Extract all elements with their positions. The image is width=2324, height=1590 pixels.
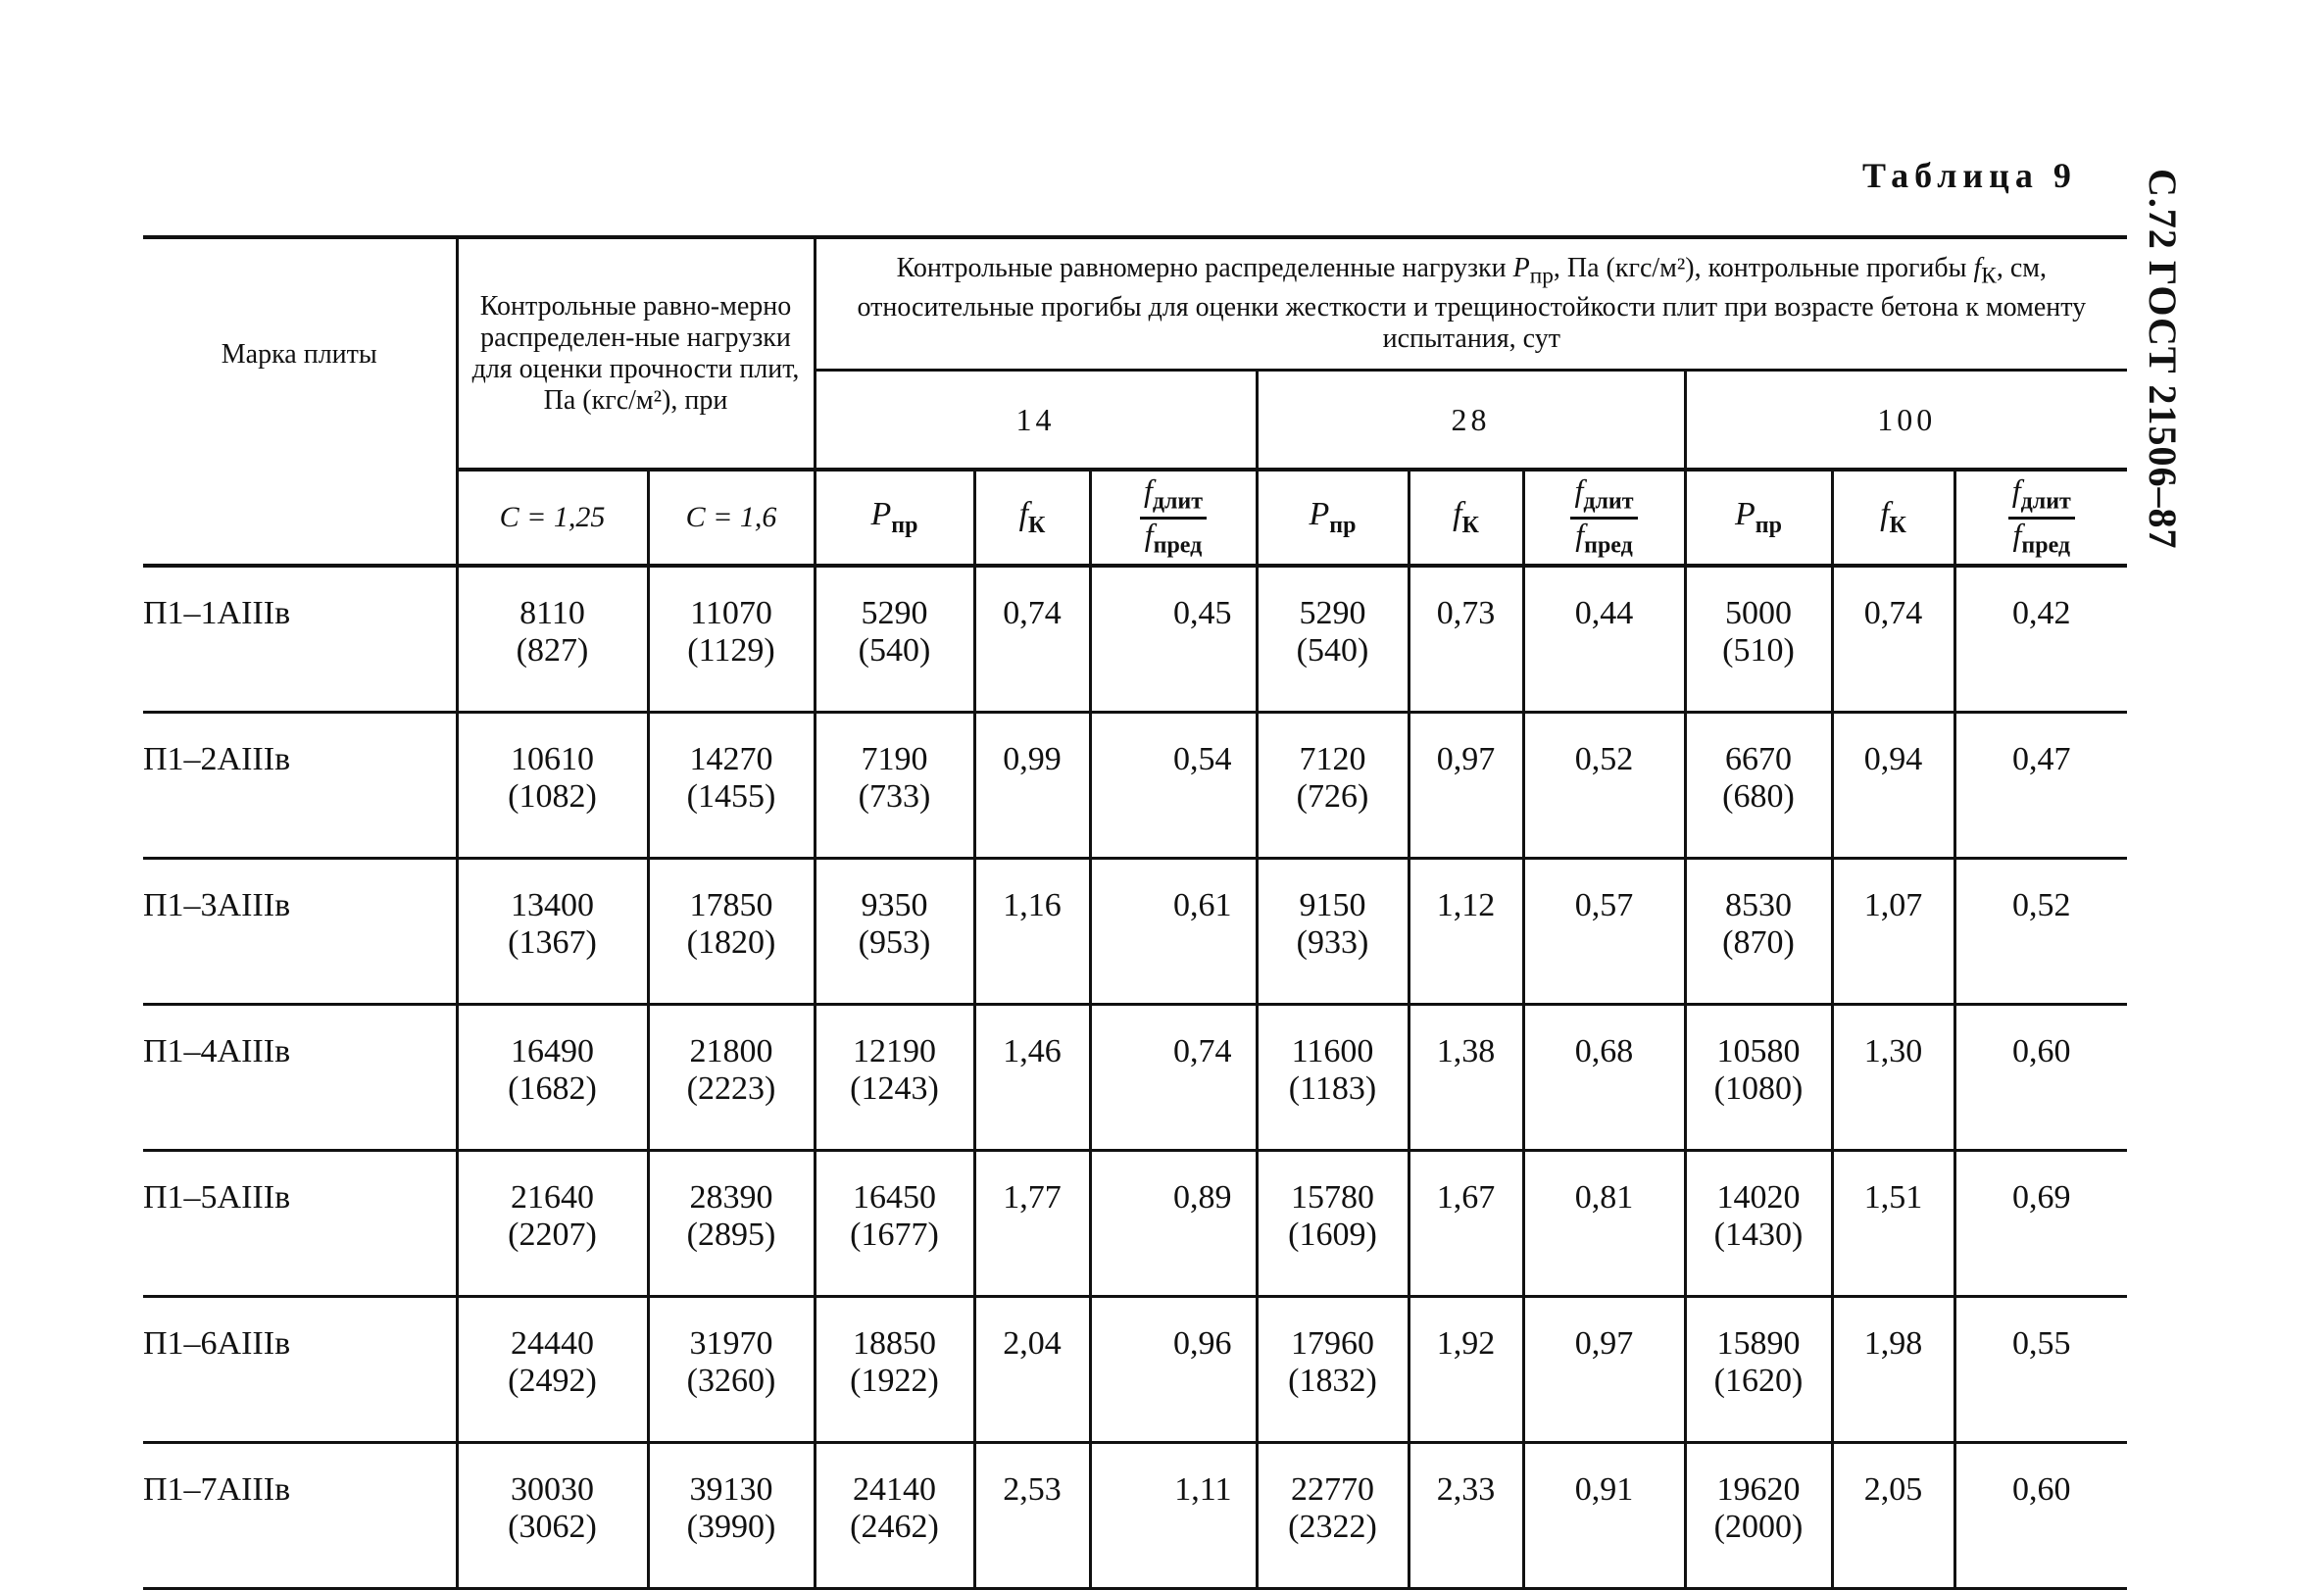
cell-p28b-value: (1183) <box>1288 1070 1377 1107</box>
cell-f100-value: 0,74 <box>1863 595 1923 631</box>
header-p-14-sym: P <box>870 496 892 533</box>
cell-f14-value: 1,46 <box>1003 1033 1062 1069</box>
header-age-28: 28 <box>1257 371 1685 471</box>
header-c16: C = 1,6 <box>648 470 815 566</box>
header-p-100 <box>1685 470 1832 566</box>
cell-c125 <box>457 713 648 859</box>
cell-f28 <box>1409 713 1523 859</box>
cell-f28-value: 2,33 <box>1436 1471 1496 1508</box>
header-strength: Контрольные равно-мерно распределен-ные нагрузки для оценки прочности плит, Па (кгс/м²), при <box>457 237 815 470</box>
header-stiffness-P: P <box>1512 253 1530 284</box>
cell-p14 <box>815 1443 974 1589</box>
cell-f14 <box>974 1297 1090 1443</box>
cell-c125 <box>457 1297 648 1443</box>
cell-r14 <box>1090 566 1257 713</box>
ratio-28-bot-f: f <box>1575 516 1585 552</box>
cell-p100 <box>1685 1005 1832 1151</box>
cell-c16b-value: (1820) <box>686 924 776 961</box>
cell-p28b-value: (1609) <box>1288 1217 1377 1253</box>
cell-c16-value: 31970 <box>689 1325 773 1362</box>
cell-r14 <box>1090 1005 1257 1151</box>
ratio-28-top-sub: длит <box>1583 488 1634 515</box>
header-age-14: 14 <box>815 371 1257 471</box>
cell-p28 <box>1257 859 1409 1005</box>
cell-p28b-value: (540) <box>1296 632 1369 669</box>
header-stiffness-text2: , Па (кгс/м²), контрольные прогибы <box>1553 253 1974 284</box>
header-f-100-sym: f <box>1880 496 1890 533</box>
cell-p100-value: 19620 <box>1716 1471 1801 1508</box>
ratio-100-top-f: f <box>2011 472 2021 509</box>
cell-p100b-value: (2000) <box>1713 1509 1804 1545</box>
cell-f14 <box>974 1443 1090 1589</box>
cell-r14 <box>1090 1297 1257 1443</box>
cell-f28-value: 0,97 <box>1436 741 1496 777</box>
cell-f28-value: 1,38 <box>1436 1033 1496 1069</box>
cell-f28 <box>1409 1297 1523 1443</box>
cell-r28-value: 0,52 <box>1574 741 1634 777</box>
cell-r14-value: 1,11 <box>1174 1471 1232 1508</box>
cell-c16b-value: (3260) <box>686 1363 776 1399</box>
cell-f14-value: 2,04 <box>1003 1325 1062 1362</box>
header-stiffness-P-sub: пр <box>1529 263 1554 289</box>
header-p-28 <box>1257 470 1409 566</box>
cell-c16b-value: (2223) <box>686 1070 776 1107</box>
cell-r28-value: 0,57 <box>1574 887 1634 923</box>
cell-c16-value: 14270 <box>689 741 773 777</box>
header-stiffness <box>815 237 2127 371</box>
cell-p14-value: 18850 <box>853 1325 936 1362</box>
cell-c16-value: 11070 <box>690 595 772 631</box>
header-stiffness-f-sub: К <box>1981 263 1997 289</box>
cell-r100-value: 0,42 <box>2012 595 2071 631</box>
cell-c125b-value: (827) <box>516 632 589 669</box>
cell-c125b-value: (1367) <box>508 924 597 961</box>
cell-f28-value: 0,73 <box>1436 595 1496 631</box>
cell-p28b-value: (726) <box>1296 778 1369 815</box>
header-f-28-sub: К <box>1461 512 1479 538</box>
cell-r100-value: 0,60 <box>2012 1033 2071 1069</box>
header-mark: Марка плиты <box>143 237 457 470</box>
cell-p28 <box>1257 713 1409 859</box>
cell-r100 <box>1954 859 2127 1005</box>
cell-f100-value: 1,30 <box>1863 1033 1923 1069</box>
cell-r28 <box>1523 1443 1685 1589</box>
cell-p100-value: 10580 <box>1716 1033 1801 1069</box>
cell-p14b-value: (953) <box>858 924 931 961</box>
header-p-28-sym: P <box>1309 496 1330 533</box>
header-age-100: 100 <box>1685 371 2127 471</box>
cell-c16 <box>648 1151 815 1297</box>
header-f-14-sub: К <box>1028 512 1046 538</box>
cell-r100 <box>1954 1297 2127 1443</box>
cell-p100-value: 6670 <box>1725 741 1792 777</box>
row-mark: П1–7АIIIв <box>143 1443 457 1589</box>
cell-c125 <box>457 859 648 1005</box>
cell-f14-value: 1,16 <box>1003 887 1062 923</box>
row-mark: П1–3АIIIв <box>143 859 457 1005</box>
table-row <box>143 1297 2127 1443</box>
cell-f100 <box>1832 713 1954 859</box>
cell-c16b-value: (1129) <box>687 632 775 669</box>
cell-p28-value: 5290 <box>1299 595 1366 631</box>
cell-p14b-value: (1922) <box>850 1363 939 1399</box>
cell-p14-value: 24140 <box>853 1471 936 1508</box>
cell-c125 <box>457 1151 648 1297</box>
cell-c16-value: 28390 <box>689 1179 773 1216</box>
cell-r28 <box>1523 859 1685 1005</box>
cell-c125 <box>457 566 648 713</box>
cell-r14 <box>1090 713 1257 859</box>
cell-c16-value: 39130 <box>689 1471 773 1508</box>
cell-p100-value: 5000 <box>1725 595 1792 631</box>
cell-c125-value: 16490 <box>511 1033 594 1069</box>
header-f-100-sub: К <box>1889 512 1906 538</box>
cell-r14-value: 0,61 <box>1173 887 1232 923</box>
cell-r100-value: 0,47 <box>2012 741 2071 777</box>
cell-p14 <box>815 1005 974 1151</box>
cell-p28 <box>1257 1297 1409 1443</box>
cell-p100 <box>1685 859 1832 1005</box>
cell-f28 <box>1409 1443 1523 1589</box>
cell-c125-value: 30030 <box>511 1471 594 1508</box>
cell-p100 <box>1685 566 1832 713</box>
cell-c16b-value: (2895) <box>686 1217 776 1253</box>
cell-p14 <box>815 1151 974 1297</box>
cell-r100 <box>1954 1005 2127 1151</box>
table-row <box>143 1005 2127 1151</box>
cell-p14 <box>815 1297 974 1443</box>
header-p-28-sub: пр <box>1329 512 1357 538</box>
cell-f14 <box>974 859 1090 1005</box>
cell-f28 <box>1409 566 1523 713</box>
cell-p28 <box>1257 1443 1409 1589</box>
header-p-14 <box>815 470 974 566</box>
cell-f100 <box>1832 1151 1954 1297</box>
cell-r100 <box>1954 1151 2127 1297</box>
cell-r28 <box>1523 566 1685 713</box>
cell-p100-value: 14020 <box>1716 1179 1801 1216</box>
header-stiffness-text1: Контрольные равномерно распределенные нагрузки <box>896 253 1513 284</box>
header-f-14-sym: f <box>1018 496 1029 533</box>
cell-p100b-value: (1430) <box>1713 1217 1804 1253</box>
cell-r28-value: 0,81 <box>1574 1179 1634 1216</box>
cell-p14 <box>815 713 974 859</box>
cell-r100 <box>1954 713 2127 859</box>
cell-r14 <box>1090 859 1257 1005</box>
cell-p14-value: 9350 <box>861 887 928 923</box>
cell-c125-value: 21640 <box>511 1179 594 1216</box>
header-c125: C = 1,25 <box>457 470 648 566</box>
cell-p28-value: 7120 <box>1299 741 1366 777</box>
header-mark-empty <box>143 470 457 566</box>
ratio-100-bot-sub: пред <box>2021 531 2071 558</box>
ratio-28-bot-sub: пред <box>1584 531 1633 558</box>
header-stiffness-text3: , см, относительные прогибы для оценки жесткости и трещиностойкости плит при возрасте бетона к моменту испытания, сут <box>857 253 2087 354</box>
table-row <box>143 859 2127 1005</box>
cell-p28-value: 9150 <box>1299 887 1366 923</box>
cell-r28 <box>1523 713 1685 859</box>
cell-r14-value: 0,96 <box>1173 1325 1232 1362</box>
row-mark: П1–5АIIIв <box>143 1151 457 1297</box>
cell-f28-value: 1,67 <box>1436 1179 1496 1216</box>
cell-c16 <box>648 1005 815 1151</box>
cell-p100 <box>1685 1151 1832 1297</box>
ratio-14-top-sub: длит <box>1152 488 1204 515</box>
cell-p28-value: 11600 <box>1291 1033 1374 1069</box>
table-row <box>143 566 2127 713</box>
cell-p14b-value: (733) <box>858 778 931 815</box>
row-mark: П1–1АIIIв <box>143 566 457 713</box>
cell-f14-value: 0,74 <box>1003 595 1062 631</box>
cell-f100-value: 1,98 <box>1863 1325 1923 1362</box>
cell-r14-value: 0,54 <box>1173 741 1232 777</box>
cell-r28 <box>1523 1297 1685 1443</box>
ratio-14-top-f: f <box>1143 472 1153 509</box>
header-f-28 <box>1409 470 1523 566</box>
cell-p14 <box>815 859 974 1005</box>
header-stiffness-f: f <box>1973 253 1982 284</box>
cell-c16 <box>648 713 815 859</box>
cell-f100-value: 1,51 <box>1863 1179 1923 1216</box>
cell-p100b-value: (1620) <box>1713 1363 1804 1399</box>
ratio-14-bot-sub: пред <box>1153 531 1203 558</box>
data-table <box>143 235 2127 1590</box>
cell-p14b-value: (2462) <box>850 1509 939 1545</box>
cell-f14-value: 1,77 <box>1003 1179 1062 1216</box>
cell-f14 <box>974 713 1090 859</box>
cell-r100 <box>1954 566 2127 713</box>
cell-c16b-value: (3990) <box>686 1509 776 1545</box>
cell-c16-value: 21800 <box>689 1033 773 1069</box>
cell-p28 <box>1257 1151 1409 1297</box>
cell-p100b-value: (1080) <box>1713 1070 1804 1107</box>
cell-f100 <box>1832 566 1954 713</box>
cell-r14 <box>1090 1443 1257 1589</box>
cell-f100 <box>1832 1443 1954 1589</box>
cell-c125-value: 8110 <box>519 595 585 631</box>
cell-p100b-value: (870) <box>1722 924 1795 961</box>
row-mark: П1–6АIIIв <box>143 1297 457 1443</box>
cell-f100 <box>1832 1005 1954 1151</box>
cell-f28-value: 1,92 <box>1436 1325 1496 1362</box>
cell-r14-value: 0,45 <box>1173 595 1232 631</box>
cell-c125 <box>457 1443 648 1589</box>
cell-f14 <box>974 566 1090 713</box>
cell-p100 <box>1685 1443 1832 1589</box>
header-ratio-100 <box>1954 470 2127 566</box>
ratio-100-bot-f: f <box>2012 516 2022 552</box>
cell-p100b-value: (680) <box>1722 778 1795 815</box>
table-caption: Таблица 9 <box>1862 156 2077 195</box>
cell-c125-value: 24440 <box>511 1325 594 1362</box>
header-f-28-sym: f <box>1453 496 1462 533</box>
cell-c16-value: 17850 <box>689 887 773 923</box>
cell-p100 <box>1685 713 1832 859</box>
cell-f100-value: 0,94 <box>1863 741 1923 777</box>
header-p-14-sub: пр <box>891 512 918 538</box>
cell-p28 <box>1257 566 1409 713</box>
table-row <box>143 1151 2127 1297</box>
cell-f100-value: 1,07 <box>1863 887 1923 923</box>
ratio-28-top-f: f <box>1574 472 1584 509</box>
table-row <box>143 1443 2127 1589</box>
cell-p28b-value: (2322) <box>1288 1509 1377 1545</box>
header-f-14 <box>974 470 1090 566</box>
cell-p14b-value: (1677) <box>850 1217 939 1253</box>
cell-r28-value: 0,97 <box>1574 1325 1634 1362</box>
cell-f28 <box>1409 1005 1523 1151</box>
row-mark: П1–2АIIIв <box>143 713 457 859</box>
side-label-text: С.72 ГОСТ 21506–87 <box>2141 169 2185 550</box>
cell-r28-value: 0,44 <box>1574 595 1634 631</box>
cell-p14b-value: (540) <box>858 632 931 669</box>
cell-c16 <box>648 1297 815 1443</box>
cell-f100 <box>1832 1297 1954 1443</box>
cell-p14 <box>815 566 974 713</box>
cell-c125b-value: (1682) <box>508 1070 597 1107</box>
cell-r28 <box>1523 1151 1685 1297</box>
cell-r28-value: 0,91 <box>1574 1471 1634 1508</box>
ratio-100-top-sub: длит <box>2020 488 2071 515</box>
header-p-100-sub: пр <box>1755 512 1782 538</box>
row-mark: П1–4АIIIв <box>143 1005 457 1151</box>
cell-p28-value: 22770 <box>1291 1471 1374 1508</box>
cell-f14 <box>974 1151 1090 1297</box>
header-p-100-sym: P <box>1735 496 1755 533</box>
cell-c125b-value: (2492) <box>508 1363 597 1399</box>
cell-r100-value: 0,52 <box>2012 887 2071 923</box>
header-ratio-14 <box>1090 470 1257 566</box>
cell-r14-value: 0,74 <box>1173 1033 1232 1069</box>
cell-f14 <box>974 1005 1090 1151</box>
table-body <box>143 566 2127 1589</box>
header-ratio-28 <box>1523 470 1685 566</box>
cell-r100-value: 0,60 <box>2012 1471 2071 1508</box>
cell-p28b-value: (1832) <box>1288 1363 1377 1399</box>
side-label <box>2137 157 2196 549</box>
cell-r14 <box>1090 1151 1257 1297</box>
cell-r28-value: 0,68 <box>1574 1033 1634 1069</box>
cell-f28 <box>1409 1151 1523 1297</box>
cell-p100 <box>1685 1297 1832 1443</box>
cell-f14-value: 0,99 <box>1003 741 1062 777</box>
cell-r100-value: 0,55 <box>2012 1325 2071 1362</box>
table-header <box>143 237 2127 566</box>
cell-p28 <box>1257 1005 1409 1151</box>
cell-r14-value: 0,89 <box>1173 1179 1232 1216</box>
cell-c125 <box>457 1005 648 1151</box>
cell-p14-value: 16450 <box>853 1179 936 1216</box>
cell-c16 <box>648 566 815 713</box>
cell-c125b-value: (3062) <box>508 1509 597 1545</box>
cell-r100-value: 0,69 <box>2012 1179 2071 1216</box>
cell-p14-value: 7190 <box>861 741 928 777</box>
cell-p14-value: 12190 <box>853 1033 936 1069</box>
cell-p28-value: 15780 <box>1291 1179 1374 1216</box>
cell-r100 <box>1954 1443 2127 1589</box>
cell-f28-value: 1,12 <box>1436 887 1496 923</box>
cell-p100b-value: (510) <box>1722 632 1795 669</box>
cell-c125b-value: (2207) <box>508 1217 597 1253</box>
cell-c16 <box>648 859 815 1005</box>
cell-c125-value: 10610 <box>511 741 594 777</box>
cell-p28b-value: (933) <box>1296 924 1369 961</box>
cell-f28 <box>1409 859 1523 1005</box>
cell-f100-value: 2,05 <box>1863 1471 1923 1508</box>
cell-c16 <box>648 1443 815 1589</box>
cell-p100-value: 8530 <box>1725 887 1792 923</box>
cell-p14b-value: (1243) <box>850 1070 939 1107</box>
cell-c125-value: 13400 <box>511 887 594 923</box>
cell-p100-value: 15890 <box>1716 1325 1801 1362</box>
cell-f14-value: 2,53 <box>1003 1471 1062 1508</box>
cell-c125b-value: (1082) <box>508 778 597 815</box>
cell-p14-value: 5290 <box>861 595 928 631</box>
ratio-14-bot-f: f <box>1144 516 1154 552</box>
header-f-100 <box>1832 470 1954 566</box>
cell-c16b-value: (1455) <box>686 778 776 815</box>
cell-f100 <box>1832 859 1954 1005</box>
cell-p28-value: 17960 <box>1291 1325 1374 1362</box>
cell-r28 <box>1523 1005 1685 1151</box>
table-row <box>143 713 2127 859</box>
